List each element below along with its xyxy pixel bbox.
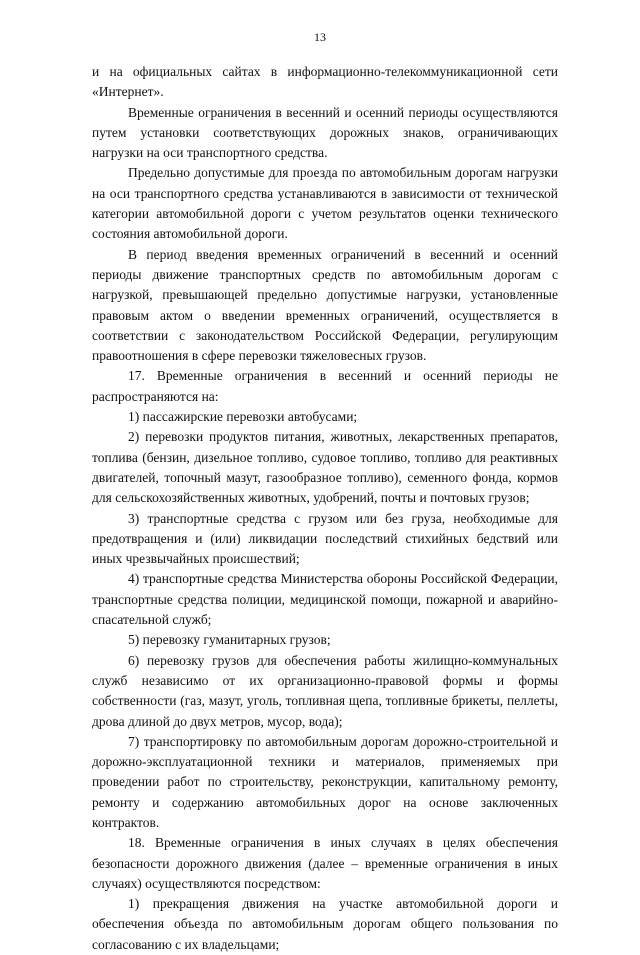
list-item-7: 7) транспортировку по автомобильным дорогам дорожно-строительной и дорожно-эксплуатационной техники и материалов, применяемых при проведении работ по строительству, реконструкции, капитальному ремонту, ремонту и содержанию автомобильных дорог на основе заключенных контрактов. <box>92 733 558 830</box>
page-number: 13 <box>314 30 326 44</box>
document-body <box>92 62 558 955</box>
list-item-3: 3) транспортные средства с грузом или без груза, необходимые для предотвращения и (или) ликвидации последствий стихийных бедствий или иных чрезвычайных происшествий; <box>92 510 558 567</box>
list-item-6: 6) перевозку грузов для обеспечения работы жилищно-коммунальных служб независимо от их организационно-правовой формы и формы собственности (газ, мазут, уголь, топливная щепа, топливные брикеты, пеллеты, дрова длиной до двух метров, мусор, вода); <box>92 652 558 729</box>
paragraph-continuation: и на официальных сайтах в информационно-телекоммуникационной сети «Интернет». <box>92 64 558 100</box>
list-item-5: 5) перевозку гуманитарных грузов; <box>128 632 331 648</box>
paragraph-axle-loads: Предельно допустимые для проезда по автомобильным дорогам нагрузки на оси транспортного средства устанавливаются в зависимости от технической категории автомобильной дороги с учетом результатов оценки технического состояния автомобильной дороги. <box>92 165 558 242</box>
list-item-4: 4) транспортные средства Министерства обороны Российской Федерации, транспортные средства полиции, медицинской помощи, пожарной и аварийно-спасательной служб; <box>92 571 558 628</box>
list-item-1: 1) пассажирские перевозки автобусами; <box>128 409 358 425</box>
paragraph-heavy-cargo: В период введения временных ограничений в весенний и осенний периоды движение транспортных средств по автомобильным дорогам с нагрузкой, превышающей предельно допустимые нагрузки, установленные правовым актом о введении временных ограничений, осуществляется в соответствии с законодательством Российской Федерации, регулирующим правоотношения в сфере перевозки тяжеловесных грузов. <box>92 246 558 364</box>
clause-18-heading: 18. Временные ограничения в иных случаях в целях обеспечения безопасности дорожного движения (далее – временные ограничения в иных случаях) осуществляются посредством: <box>92 835 558 891</box>
clause-18-item-1: 1) прекращения движения на участке автомобильной дороги и обеспечения объезда по автомобильным дорогам общего пользования по согласованию с их владельцами; <box>92 896 558 952</box>
paragraph-spring-autumn-signs: Временные ограничения в весенний и осенний периоды осуществляются путем установки соответствующих дорожных знаков, ограничивающих нагрузки на оси транспортного средства. <box>92 104 558 161</box>
clause-17-heading: 17. Временные ограничения в весенний и осенний периоды не распространяются на: <box>92 368 558 404</box>
list-item-2: 2) перевозки продуктов питания, животных, лекарственных препаратов, топлива (бензин, дизельное топливо, судовое топливо, топливо для реактивных двигателей, топочный мазут, газообразное топливо), семенного фонда, кормов для сельскохозяйственных животных, удобрений, почты и почтовых грузов; <box>92 429 558 506</box>
